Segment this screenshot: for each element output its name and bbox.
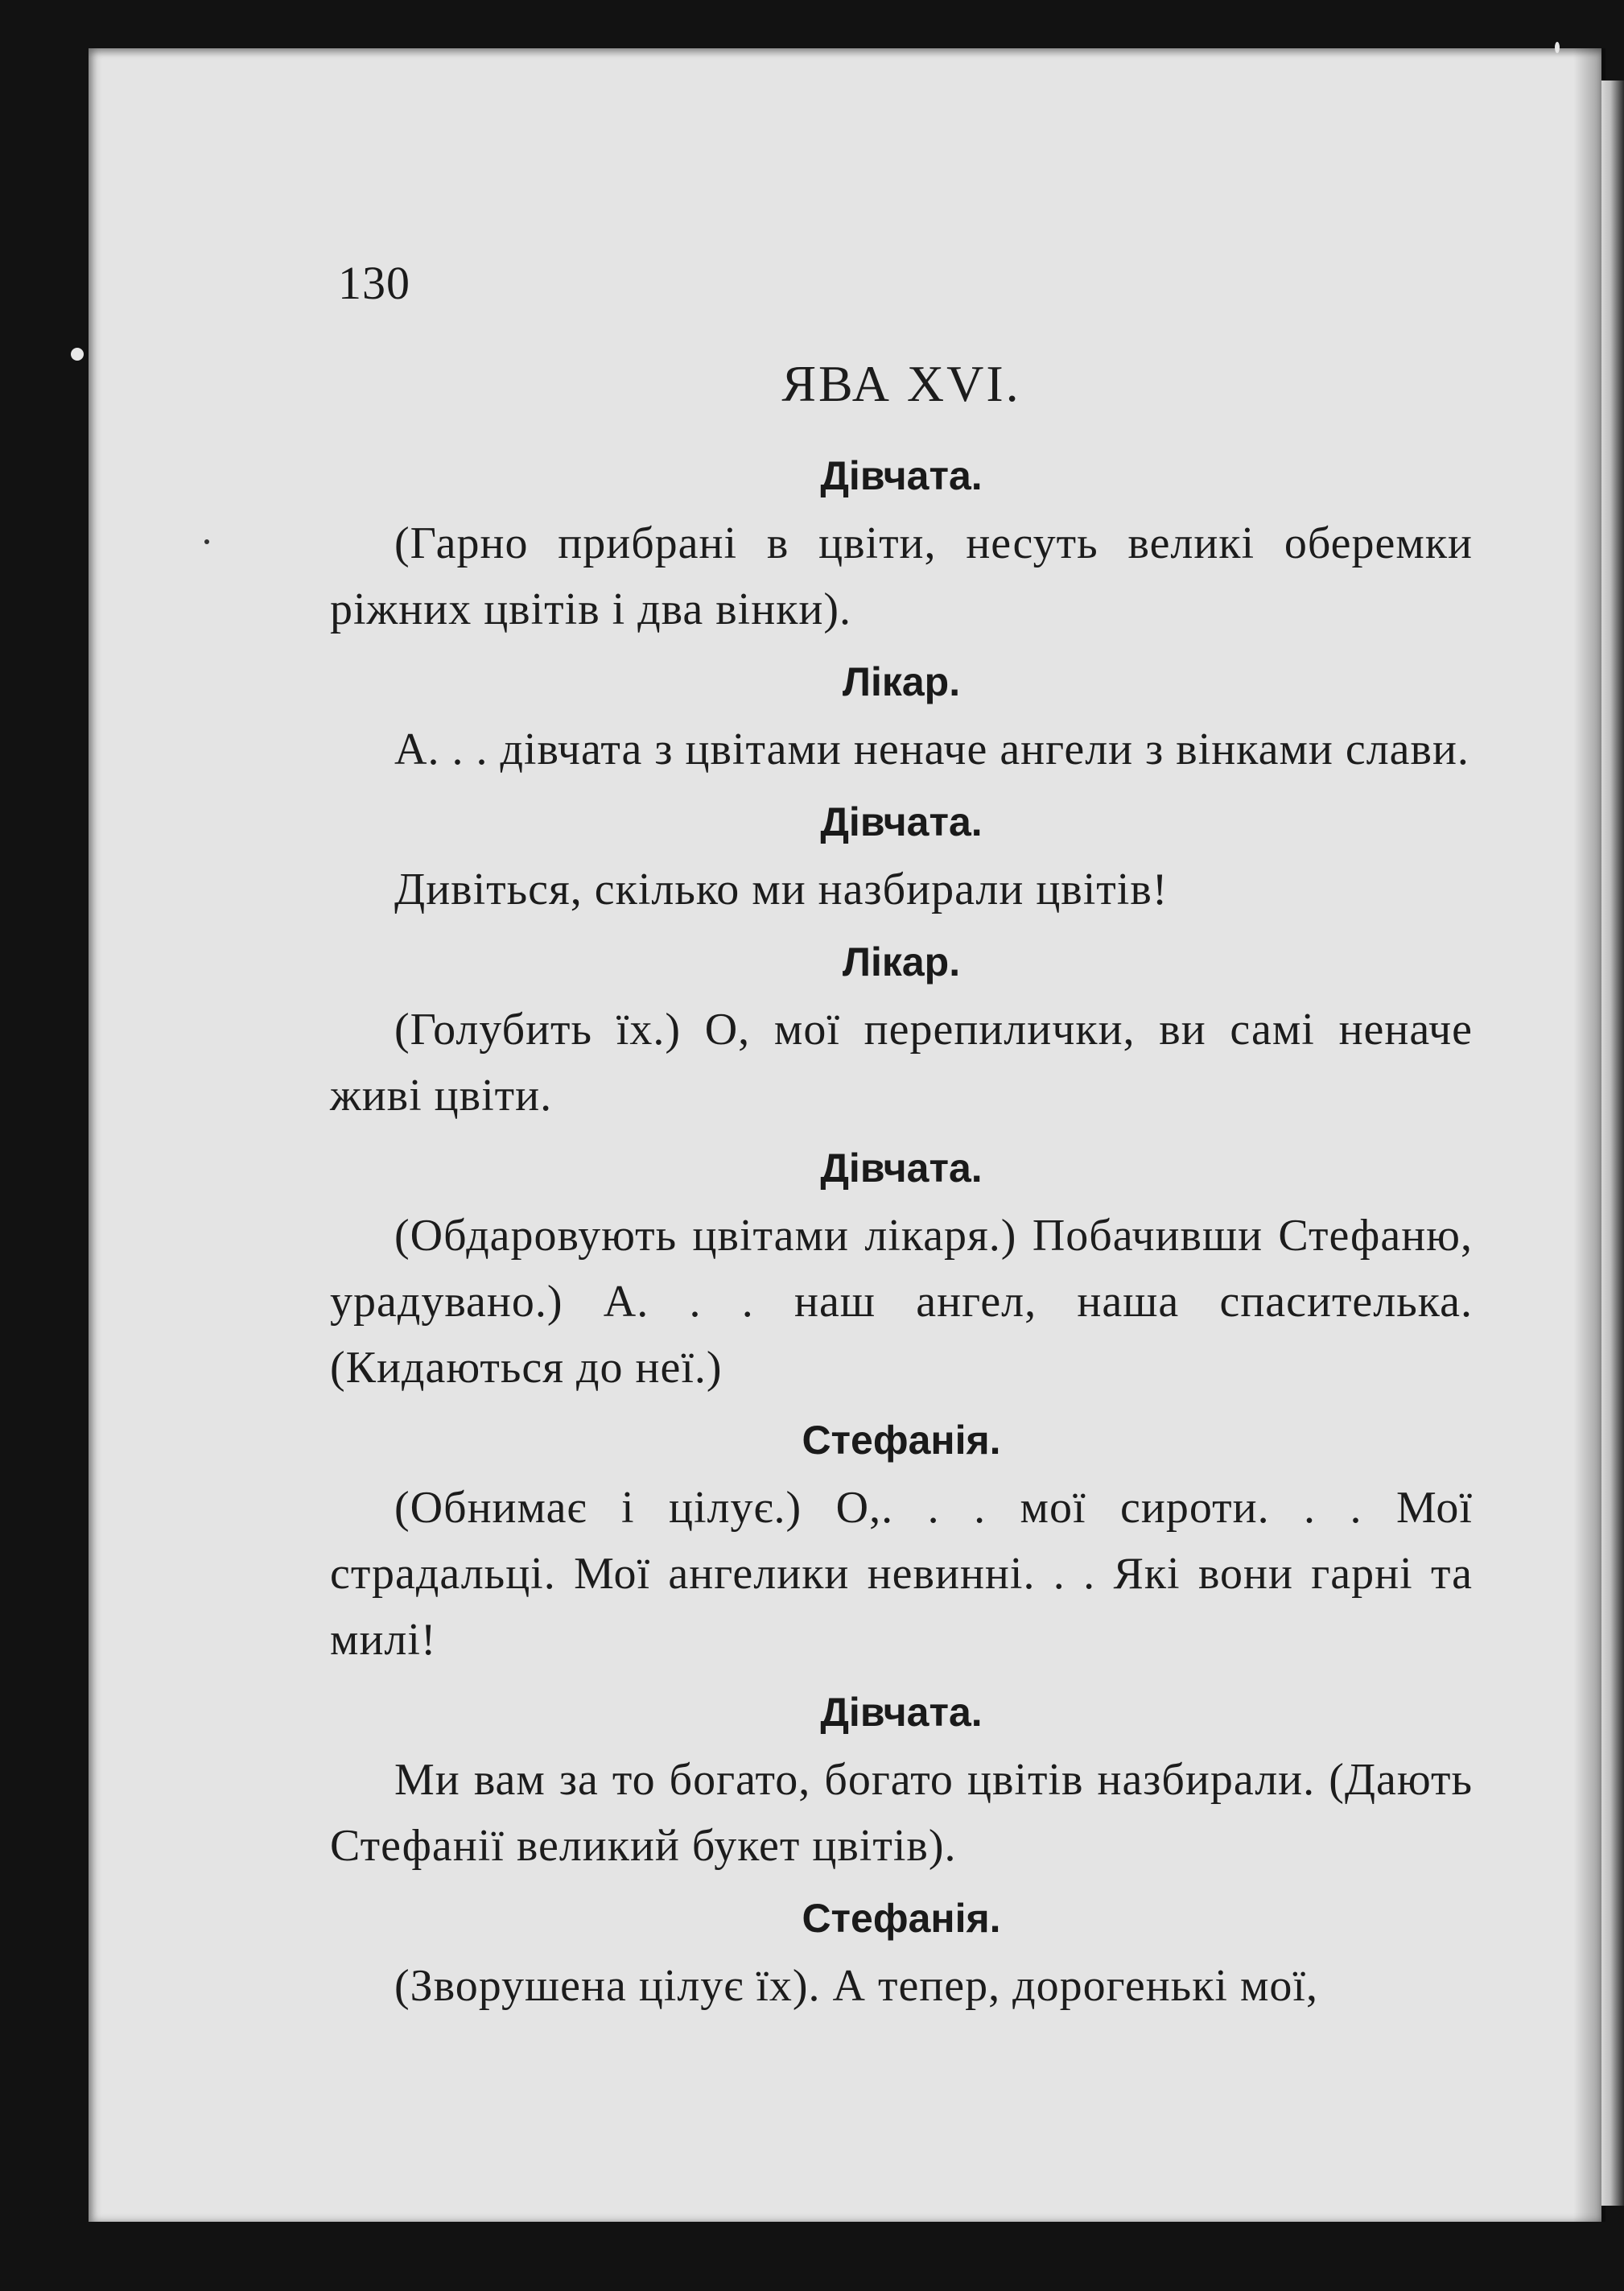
page-content (330, 354, 1473, 2025)
speaker-name: Лікар. (842, 659, 961, 704)
dialogue-text: (Обдаровують цвітами лікаря.) Побачивши Стефаню, урадувано.) А. . . наш ангел, наша спасителька. (Кидаються до неї.) (330, 1211, 1473, 1393)
speaker-name: Дівчата. (820, 1690, 983, 1735)
dialogue-text: (Обнимає і цілує.) О,. . . мої сироти. . . Мої страдальці. Мої ангелики невинні. . . Які вони гарні та милі! (330, 1483, 1473, 1665)
dust-speck (204, 539, 209, 544)
dialogue-text: (Гарно прибрані в цвіти, несуть великі оберемки ріжних цвітів і два вінки). (330, 518, 1473, 634)
speaker-name: Стефанія. (802, 1896, 1001, 1941)
speaker-name: Стефанія. (802, 1418, 1001, 1463)
speaker-name: Дівчата. (820, 1146, 983, 1191)
page-edge (1601, 80, 1624, 2206)
dialogue-text: Ми вам за то богато, богато цвітів назбирали. (Дають Стефанії великий букет цвітів). (330, 1755, 1473, 1871)
dust-speck (1555, 42, 1560, 53)
dialogue-text: Дивіться, скілько ми назбирали цвітів! (394, 865, 1169, 914)
page-number: 130 (338, 257, 410, 309)
scene-title: ЯВА XVI. (781, 355, 1021, 412)
speaker-name: Лікар. (842, 939, 961, 985)
dialogue-text: А. . . дівчата з цвітами неначе ангели з вінками слави. (394, 724, 1469, 774)
page-gutter-shadow (1573, 48, 1605, 2222)
speaker-name: Дівчата. (820, 453, 983, 498)
dust-speck (71, 348, 84, 361)
dialogue-text: (Зворушена цілує їх). А тепер, дорогенькі мої, (394, 1961, 1318, 2011)
dialogue-text: (Голубить їх.) О, мої перепилички, ви самі неначе живі цвіти. (330, 1005, 1473, 1121)
speaker-name: Дівчата. (820, 799, 983, 844)
